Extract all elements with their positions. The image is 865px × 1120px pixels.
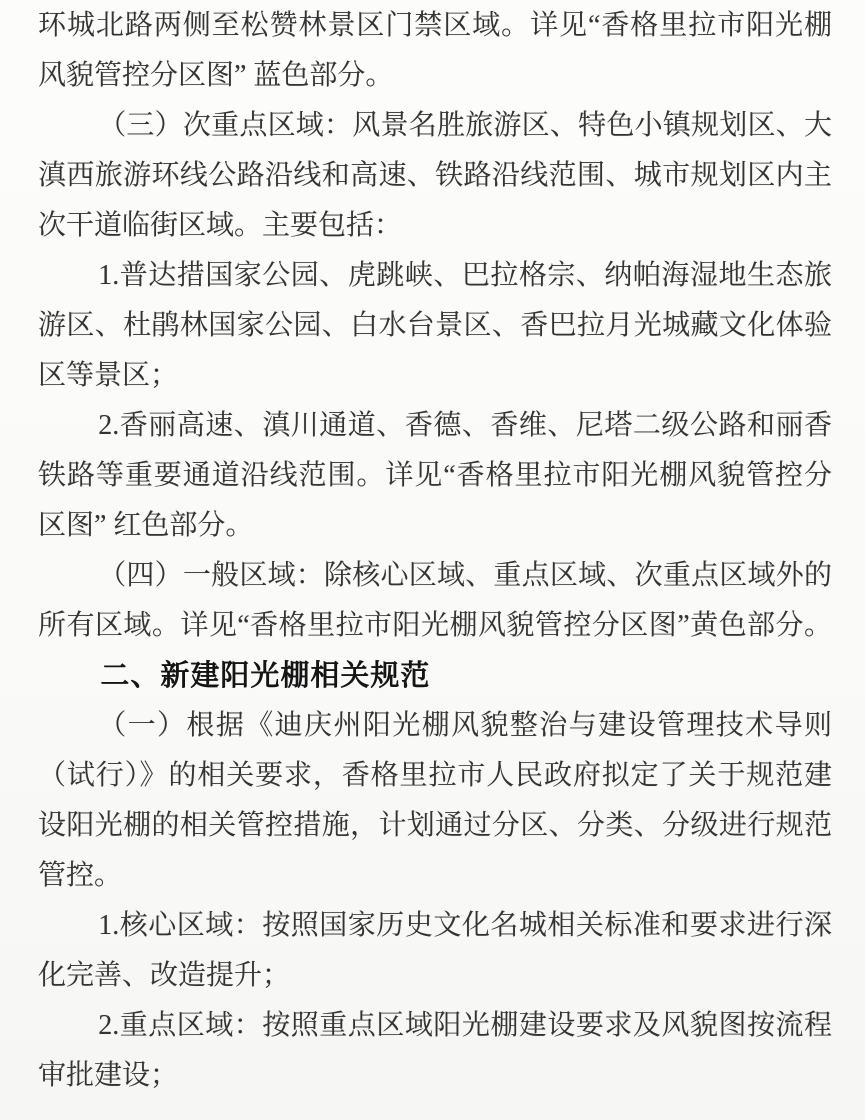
text-line: （三）次重点区域：风景名胜旅游区、特色小镇规划区、大: [98, 110, 832, 141]
text-line: 设阳光棚的相关管控措施，计划通过分区、分类、分级进行规范: [38, 810, 832, 841]
text-line: 次干道临街区域。主要包括：: [38, 210, 403, 241]
document-body: [38, 1, 832, 1101]
text-line: 环城北路两侧至松赞林景区门禁区域。详见“香格里拉市阳光棚: [38, 10, 832, 41]
text-line: 化完善、改造提升；: [38, 960, 291, 991]
text-line: 铁路等重要通道沿线范围。详见“香格里拉市阳光棚风貌管控分: [38, 460, 832, 491]
text-line: 所有区域。详见“香格里拉市阳光棚风貌管控分区图”黄色部分。: [38, 610, 832, 641]
text-line: 风貌管控分区图” 蓝色部分。: [38, 60, 394, 91]
text-line: （四）一般区域：除核心区域、重点区域、次重点区域外的: [98, 560, 832, 591]
text-line: 1.核心区域：按照国家历史文化名城相关标准和要求进行深: [98, 910, 832, 941]
text-line: 滇西旅游环线公路沿线和高速、铁路沿线范围、城市规划区内主: [38, 160, 832, 191]
text-line: 2.重点区域：按照重点区域阳光棚建设要求及风貌图按流程: [98, 1010, 832, 1041]
text-line: 游区、杜鹃林国家公园、白水台景区、香巴拉月光城藏文化体验: [38, 310, 832, 341]
text-line: （一）根据《迪庆州阳光棚风貌整治与建设管理技术导则: [98, 710, 832, 741]
text-line: 区等景区；: [38, 360, 179, 391]
text-line: 2.香丽高速、滇川通道、香德、香维、尼塔二级公路和丽香: [98, 410, 832, 441]
text-line: 区图” 红色部分。: [38, 510, 254, 541]
text-line: 1.普达措国家公园、虎跳峡、巴拉格宗、纳帕海湿地生态旅: [98, 260, 832, 291]
section-heading: 二、新建阳光棚相关规范: [100, 660, 431, 692]
text-line: 管控。: [38, 860, 123, 891]
text-line: （试行）》的相关要求，香格里拉市人民政府拟定了关于规范建: [38, 760, 832, 791]
text-line: 审批建设；: [38, 1060, 179, 1091]
